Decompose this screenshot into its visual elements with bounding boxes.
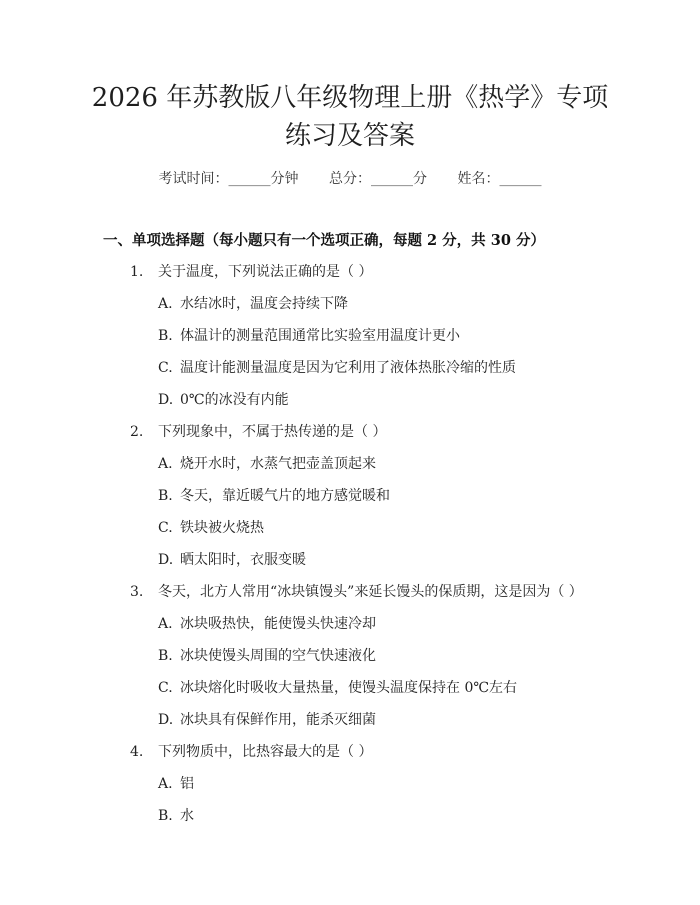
option-letter: A. [158,616,173,632]
option-text: 0℃的冰没有内能 [180,392,289,408]
question-text: 下列物质中，比热容最大的是（ ） [158,744,373,760]
option-text: 晒太阳时，衣服变暖 [180,552,306,568]
total-score-field: 总分：______分 [329,171,427,187]
option-letter: B. [158,328,173,344]
option-letter: C. [158,520,173,536]
option-text: 冰块吸热快，能使馒头快速冷却 [180,616,376,632]
page-title-line1: 2026 年苏教版八年级物理上册《热学》专项 [91,83,609,113]
option-letter: A. [158,296,173,312]
option-letter: B. [158,808,173,824]
option-text: 冰块使馒头周围的空气快速液化 [180,648,376,664]
question-1 [130,261,372,281]
option-text: 烧开水时，水蒸气把壶盖顶起来 [180,456,376,472]
question-text: 下列现象中，不属于热传递的是（ ） [158,424,387,440]
option-3a [158,613,376,633]
option-letter: C. [158,680,173,696]
option-2a [158,453,376,473]
question-number: 4. [130,744,144,760]
option-2b [158,485,390,505]
question-3 [130,581,583,601]
option-letter: B. [158,488,173,504]
option-text: 水 [180,808,194,824]
page-title-line2: 练习及答案 [284,121,415,151]
option-text: 体温计的测量范围通常比实验室用温度计更小 [180,328,460,344]
option-letter: A. [158,776,173,792]
section-heading: 一、单项选择题（每小题只有一个选项正确，每题 2 分，共 30 分） [103,232,545,249]
option-3c [158,677,517,697]
option-text: 冰块熔化时吸收大量热量，使馒头温度保持在 0℃左右 [180,680,518,696]
question-2 [130,421,386,441]
option-text: 温度计能测量温度是因为它利用了液体热胀冷缩的性质 [180,360,516,376]
option-letter: C. [158,360,173,376]
question-text: 冬天，北方人常用“冰块镇馒头”来延长馒头的保质期，这是因为（ ） [158,584,583,600]
option-2c [158,517,264,537]
option-1d [158,389,289,409]
option-letter: D. [158,392,174,408]
option-2d [158,549,306,569]
option-text: 铝 [180,776,194,792]
question-number: 1. [130,264,144,280]
student-name-field: 姓名：______ [457,171,542,187]
exam-time-field: 考试时间：______分钟 [158,171,299,187]
option-1a [158,293,348,313]
option-letter: B. [158,648,173,664]
option-letter: D. [158,552,174,568]
option-1b [158,325,460,345]
question-number: 3. [130,584,144,600]
option-3d [158,709,376,729]
option-text: 水结冰时，温度会持续下降 [180,296,348,312]
option-letter: D. [158,712,174,728]
option-1c [158,357,516,377]
option-3b [158,645,376,665]
question-number: 2. [130,424,144,440]
option-text: 冰块具有保鲜作用，能杀灭细菌 [180,712,376,728]
option-letter: A. [158,456,173,472]
option-4a [158,773,194,793]
exam-info-bar [0,168,700,188]
option-text: 铁块被火烧热 [180,520,264,536]
question-4 [130,741,372,761]
question-text: 关于温度，下列说法正确的是（ ） [158,264,373,280]
option-4b [158,805,194,825]
option-text: 冬天，靠近暖气片的地方感觉暖和 [180,488,390,504]
